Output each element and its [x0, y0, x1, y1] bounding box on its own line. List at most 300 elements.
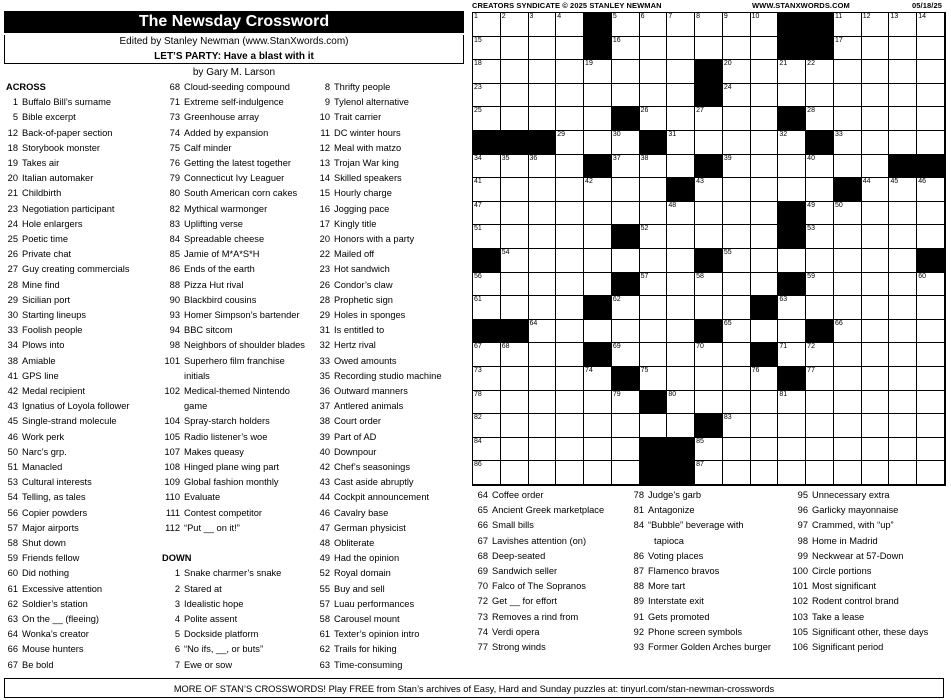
clue-item[interactable] — [318, 80, 390, 95]
grid-cell[interactable] — [529, 438, 557, 462]
grid-cell[interactable] — [612, 202, 640, 226]
grid-cell[interactable] — [667, 249, 695, 273]
grid-cell[interactable] — [667, 107, 695, 131]
grid-cell[interactable] — [501, 225, 529, 249]
grid-cell[interactable] — [640, 367, 668, 391]
clue-item[interactable] — [790, 625, 928, 640]
clue-item[interactable] — [632, 518, 744, 533]
grid-cell[interactable] — [556, 414, 584, 438]
grid-cell[interactable] — [501, 461, 529, 485]
clue-item[interactable] — [6, 445, 67, 460]
grid-cell[interactable] — [473, 107, 501, 131]
clue-item[interactable] — [318, 141, 401, 156]
grid-cell[interactable] — [667, 155, 695, 179]
grid-cell[interactable] — [751, 84, 779, 108]
clue-item[interactable] — [318, 551, 399, 566]
grid-cell[interactable] — [778, 343, 806, 367]
clue-item[interactable] — [476, 534, 586, 549]
grid-cell[interactable] — [751, 37, 779, 61]
clue-item[interactable] — [790, 503, 898, 518]
grid-cell[interactable] — [862, 320, 890, 344]
grid-cell[interactable] — [695, 367, 723, 391]
grid-cell[interactable] — [501, 155, 529, 179]
grid-cell[interactable] — [584, 414, 612, 438]
grid-cell[interactable] — [556, 37, 584, 61]
clue-item[interactable] — [318, 247, 374, 262]
grid-cell[interactable] — [501, 107, 529, 131]
clue-item[interactable] — [476, 625, 540, 640]
grid-cell[interactable] — [834, 461, 862, 485]
clue-item[interactable] — [476, 549, 545, 564]
grid-cell[interactable] — [473, 296, 501, 320]
grid-cell[interactable] — [695, 225, 723, 249]
clue-item[interactable] — [318, 293, 393, 308]
grid-cell[interactable] — [778, 131, 806, 155]
clue-item[interactable] — [162, 627, 258, 642]
grid-cell[interactable] — [612, 391, 640, 415]
clue-item[interactable] — [6, 460, 62, 475]
grid-cell[interactable] — [529, 84, 557, 108]
clue-item[interactable] — [476, 610, 578, 625]
grid-cell[interactable] — [556, 84, 584, 108]
grid-cell[interactable] — [667, 84, 695, 108]
clue-item[interactable] — [318, 521, 406, 536]
grid-cell[interactable] — [501, 13, 529, 37]
grid-cell[interactable] — [473, 202, 501, 226]
clue-item[interactable] — [162, 262, 255, 277]
clue-item[interactable] — [632, 594, 704, 609]
grid-cell[interactable] — [473, 438, 501, 462]
clue-item[interactable] — [476, 640, 546, 655]
grid-cell[interactable] — [640, 414, 668, 438]
grid-cell[interactable] — [806, 414, 834, 438]
grid-cell[interactable] — [723, 273, 751, 297]
grid-cell[interactable] — [806, 296, 834, 320]
grid-cell[interactable] — [667, 343, 695, 367]
grid-cell[interactable] — [834, 84, 862, 108]
grid-cell[interactable] — [473, 343, 501, 367]
grid-cell[interactable] — [556, 320, 584, 344]
clue-item[interactable] — [318, 95, 409, 110]
grid-cell[interactable] — [612, 461, 640, 485]
clue-item[interactable] — [318, 232, 414, 247]
grid-cell[interactable] — [529, 249, 557, 273]
grid-cell[interactable] — [723, 131, 751, 155]
grid-cell[interactable] — [584, 178, 612, 202]
grid-cell[interactable] — [806, 225, 834, 249]
clue-item[interactable] — [162, 566, 281, 581]
grid-cell[interactable] — [751, 13, 779, 37]
clue-item[interactable] — [790, 579, 876, 594]
clue-item[interactable] — [162, 612, 237, 627]
clue-item[interactable] — [6, 597, 88, 612]
grid-cell[interactable] — [556, 461, 584, 485]
grid-cell[interactable] — [834, 367, 862, 391]
grid-cell[interactable] — [584, 273, 612, 297]
grid-cell[interactable] — [695, 438, 723, 462]
clue-item[interactable] — [162, 430, 267, 445]
clue-item[interactable] — [632, 640, 771, 655]
clue-item[interactable] — [6, 551, 79, 566]
grid-cell[interactable] — [556, 107, 584, 131]
grid-cell[interactable] — [751, 320, 779, 344]
clue-item[interactable] — [318, 262, 390, 277]
grid-cell[interactable] — [917, 343, 945, 367]
grid-cell[interactable] — [889, 178, 917, 202]
grid-cell[interactable] — [862, 367, 890, 391]
grid-cell[interactable] — [723, 296, 751, 320]
clue-item[interactable] — [790, 488, 890, 503]
grid-cell[interactable] — [723, 60, 751, 84]
grid-cell[interactable] — [695, 13, 723, 37]
grid-cell[interactable] — [612, 178, 640, 202]
grid-cell[interactable] — [917, 320, 945, 344]
grid-cell[interactable] — [695, 37, 723, 61]
grid-cell[interactable] — [584, 249, 612, 273]
grid-cell[interactable] — [501, 60, 529, 84]
grid-cell[interactable] — [834, 155, 862, 179]
clue-item[interactable] — [162, 247, 259, 262]
grid-cell[interactable] — [529, 60, 557, 84]
grid-cell[interactable] — [695, 273, 723, 297]
grid-cell[interactable] — [723, 367, 751, 391]
clue-item[interactable] — [6, 278, 60, 293]
grid-cell[interactable] — [723, 13, 751, 37]
clue-item[interactable] — [162, 354, 285, 369]
grid-cell[interactable] — [751, 131, 779, 155]
grid-cell[interactable] — [529, 13, 557, 37]
grid-cell[interactable] — [556, 13, 584, 37]
grid-cell[interactable] — [473, 414, 501, 438]
grid-cell[interactable] — [862, 273, 890, 297]
clue-item[interactable] — [6, 354, 56, 369]
grid-cell[interactable] — [667, 320, 695, 344]
grid-cell[interactable] — [917, 131, 945, 155]
clue-item[interactable] — [476, 579, 586, 594]
grid-cell[interactable] — [806, 461, 834, 485]
grid-cell[interactable] — [889, 249, 917, 273]
grid-cell[interactable] — [834, 249, 862, 273]
clue-item[interactable] — [6, 141, 100, 156]
grid-cell[interactable] — [723, 343, 751, 367]
grid-cell[interactable] — [529, 202, 557, 226]
grid-cell[interactable] — [723, 320, 751, 344]
clue-item[interactable] — [318, 217, 376, 232]
clue-item[interactable] — [162, 293, 256, 308]
clue-item[interactable] — [162, 384, 290, 399]
grid-cell[interactable] — [612, 131, 640, 155]
clue-item[interactable] — [632, 488, 701, 503]
grid-cell[interactable] — [778, 461, 806, 485]
grid-cell[interactable] — [473, 273, 501, 297]
grid-cell[interactable] — [584, 438, 612, 462]
clue-item[interactable] — [162, 597, 243, 612]
grid-cell[interactable] — [529, 343, 557, 367]
grid-cell[interactable] — [806, 273, 834, 297]
clue-item[interactable] — [6, 658, 54, 673]
grid-cell[interactable] — [917, 13, 945, 37]
clue-item[interactable] — [162, 582, 222, 597]
grid-cell[interactable] — [556, 343, 584, 367]
grid-cell[interactable] — [640, 84, 668, 108]
grid-cell[interactable] — [584, 461, 612, 485]
grid-cell[interactable] — [889, 202, 917, 226]
grid-cell[interactable] — [473, 60, 501, 84]
grid-cell[interactable] — [529, 155, 557, 179]
clue-item[interactable] — [318, 110, 381, 125]
grid-cell[interactable] — [862, 461, 890, 485]
clue-item[interactable] — [162, 232, 264, 247]
grid-cell[interactable] — [806, 438, 834, 462]
grid-cell[interactable] — [917, 84, 945, 108]
grid-cell[interactable] — [834, 131, 862, 155]
grid-cell[interactable] — [751, 202, 779, 226]
clue-item[interactable] — [6, 308, 86, 323]
grid-cell[interactable] — [501, 84, 529, 108]
clue-item[interactable] — [790, 534, 878, 549]
grid-cell[interactable] — [917, 391, 945, 415]
grid-cell[interactable] — [862, 178, 890, 202]
clue-item[interactable] — [476, 503, 604, 518]
grid-cell[interactable] — [612, 60, 640, 84]
grid-cell[interactable] — [501, 202, 529, 226]
grid-cell[interactable] — [612, 13, 640, 37]
grid-cell[interactable] — [723, 414, 751, 438]
grid-cell[interactable] — [723, 438, 751, 462]
grid-cell[interactable] — [806, 202, 834, 226]
grid-cell[interactable] — [834, 320, 862, 344]
grid-cell[interactable] — [667, 37, 695, 61]
grid-cell[interactable] — [889, 414, 917, 438]
grid-cell[interactable] — [889, 438, 917, 462]
grid-cell[interactable] — [751, 107, 779, 131]
grid-cell[interactable] — [778, 414, 806, 438]
grid-cell[interactable] — [751, 414, 779, 438]
grid-cell[interactable] — [473, 13, 501, 37]
grid-cell[interactable] — [862, 225, 890, 249]
grid-cell[interactable] — [834, 296, 862, 320]
grid-cell[interactable] — [667, 391, 695, 415]
grid-cell[interactable] — [667, 414, 695, 438]
clue-item[interactable] — [318, 126, 401, 141]
clue-item[interactable] — [6, 95, 111, 110]
clue-item[interactable] — [632, 564, 719, 579]
clue-item[interactable] — [6, 110, 76, 125]
clue-item[interactable] — [162, 110, 259, 125]
grid-cell[interactable] — [834, 202, 862, 226]
grid-cell[interactable] — [473, 37, 501, 61]
grid-cell[interactable] — [751, 225, 779, 249]
clue-item[interactable] — [632, 625, 742, 640]
grid-cell[interactable] — [889, 37, 917, 61]
grid-cell[interactable] — [917, 273, 945, 297]
clue-item[interactable] — [6, 156, 59, 171]
grid-cell[interactable] — [556, 155, 584, 179]
clue-item[interactable] — [632, 579, 685, 594]
grid-cell[interactable] — [556, 367, 584, 391]
grid-cell[interactable] — [529, 296, 557, 320]
clue-item[interactable] — [318, 627, 419, 642]
grid-cell[interactable] — [473, 225, 501, 249]
clue-item[interactable] — [318, 186, 392, 201]
clue-item[interactable] — [162, 95, 284, 110]
grid-cell[interactable] — [917, 367, 945, 391]
clue-item[interactable] — [162, 642, 263, 657]
grid-cell[interactable] — [529, 178, 557, 202]
clue-item[interactable] — [162, 217, 243, 232]
grid-cell[interactable] — [529, 461, 557, 485]
grid-cell[interactable] — [584, 60, 612, 84]
grid-cell[interactable] — [584, 131, 612, 155]
grid-cell[interactable] — [889, 367, 917, 391]
clue-item[interactable] — [6, 399, 130, 414]
clue-item[interactable] — [318, 642, 397, 657]
clue-item[interactable] — [790, 518, 894, 533]
clue-item[interactable] — [318, 323, 384, 338]
grid-cell[interactable] — [917, 225, 945, 249]
grid-cell[interactable] — [612, 37, 640, 61]
clue-item[interactable] — [162, 156, 291, 171]
grid-cell[interactable] — [695, 131, 723, 155]
clue-item[interactable] — [162, 141, 232, 156]
grid-cell[interactable] — [778, 155, 806, 179]
grid-cell[interactable] — [695, 296, 723, 320]
grid-cell[interactable] — [473, 84, 501, 108]
clue-item[interactable] — [6, 475, 92, 490]
clue-item[interactable] — [318, 430, 376, 445]
grid-cell[interactable] — [834, 60, 862, 84]
clue-item[interactable] — [6, 293, 70, 308]
grid-cell[interactable] — [584, 391, 612, 415]
clue-item[interactable] — [6, 566, 69, 581]
grid-cell[interactable] — [778, 178, 806, 202]
clue-item[interactable] — [318, 597, 414, 612]
grid-cell[interactable] — [612, 343, 640, 367]
grid-cell[interactable] — [667, 202, 695, 226]
grid-cell[interactable] — [889, 107, 917, 131]
clue-item[interactable] — [318, 278, 393, 293]
grid-cell[interactable] — [806, 60, 834, 84]
clue-item[interactable] — [162, 323, 233, 338]
grid-cell[interactable] — [667, 273, 695, 297]
grid-cell[interactable] — [640, 37, 668, 61]
clue-item[interactable] — [6, 186, 61, 201]
grid-cell[interactable] — [695, 178, 723, 202]
clue-item[interactable] — [162, 521, 240, 536]
clue-item[interactable] — [318, 582, 385, 597]
grid-cell[interactable] — [584, 202, 612, 226]
grid-cell[interactable] — [556, 60, 584, 84]
clue-item[interactable] — [6, 642, 84, 657]
clue-item[interactable] — [318, 475, 414, 490]
grid-cell[interactable] — [695, 343, 723, 367]
grid-cell[interactable] — [501, 391, 529, 415]
grid-cell[interactable] — [723, 178, 751, 202]
grid-cell[interactable] — [723, 249, 751, 273]
grid-cell[interactable] — [529, 107, 557, 131]
grid-cell[interactable] — [473, 367, 501, 391]
grid-cell[interactable] — [723, 202, 751, 226]
grid-cell[interactable] — [862, 249, 890, 273]
grid-cell[interactable] — [834, 343, 862, 367]
grid-cell[interactable] — [556, 273, 584, 297]
grid-cell[interactable] — [529, 414, 557, 438]
grid-cell[interactable] — [695, 461, 723, 485]
grid-cell[interactable] — [889, 296, 917, 320]
clue-item[interactable] — [790, 640, 883, 655]
grid-cell[interactable] — [667, 131, 695, 155]
clue-item[interactable] — [162, 460, 279, 475]
clue-item[interactable] — [6, 490, 86, 505]
grid-cell[interactable] — [834, 391, 862, 415]
grid-cell[interactable] — [751, 60, 779, 84]
clue-item[interactable] — [162, 80, 290, 95]
grid-cell[interactable] — [473, 155, 501, 179]
grid-cell[interactable] — [695, 202, 723, 226]
clue-item[interactable] — [6, 171, 93, 186]
clue-item[interactable] — [632, 549, 703, 564]
grid-cell[interactable] — [667, 60, 695, 84]
grid-cell[interactable] — [889, 273, 917, 297]
clue-item[interactable] — [318, 384, 408, 399]
clue-item[interactable] — [162, 658, 232, 673]
grid-cell[interactable] — [501, 178, 529, 202]
grid-cell[interactable] — [501, 438, 529, 462]
grid-cell[interactable] — [723, 84, 751, 108]
grid-cell[interactable] — [612, 438, 640, 462]
clue-item[interactable] — [6, 232, 68, 247]
grid-cell[interactable] — [751, 273, 779, 297]
clue-item[interactable] — [162, 475, 279, 490]
clue-item[interactable] — [476, 564, 557, 579]
grid-cell[interactable] — [917, 414, 945, 438]
grid-cell[interactable] — [584, 367, 612, 391]
grid-cell[interactable] — [862, 391, 890, 415]
clue-item[interactable] — [476, 488, 544, 503]
grid-cell[interactable] — [806, 367, 834, 391]
grid-cell[interactable] — [889, 60, 917, 84]
grid-cell[interactable] — [584, 107, 612, 131]
grid-cell[interactable] — [640, 107, 668, 131]
grid-cell[interactable] — [640, 155, 668, 179]
grid-cell[interactable] — [529, 273, 557, 297]
clue-item[interactable] — [632, 503, 695, 518]
grid-cell[interactable] — [862, 131, 890, 155]
grid-cell[interactable] — [834, 414, 862, 438]
grid-cell[interactable] — [612, 414, 640, 438]
grid-cell[interactable] — [806, 343, 834, 367]
grid-cell[interactable] — [751, 438, 779, 462]
grid-cell[interactable] — [917, 60, 945, 84]
clue-item[interactable] — [318, 566, 391, 581]
grid-cell[interactable] — [862, 343, 890, 367]
grid-cell[interactable] — [640, 178, 668, 202]
grid-cell[interactable] — [806, 178, 834, 202]
grid-cell[interactable] — [556, 131, 584, 155]
grid-cell[interactable] — [917, 107, 945, 131]
grid-cell[interactable] — [778, 320, 806, 344]
grid-cell[interactable] — [695, 391, 723, 415]
grid-cell[interactable] — [667, 296, 695, 320]
grid-cell[interactable] — [556, 391, 584, 415]
grid-cell[interactable] — [723, 391, 751, 415]
grid-cell[interactable] — [834, 13, 862, 37]
grid-cell[interactable] — [862, 84, 890, 108]
grid-cell[interactable] — [612, 84, 640, 108]
clue-item[interactable] — [318, 338, 376, 353]
clue-item[interactable] — [6, 369, 59, 384]
clue-item[interactable] — [6, 247, 71, 262]
